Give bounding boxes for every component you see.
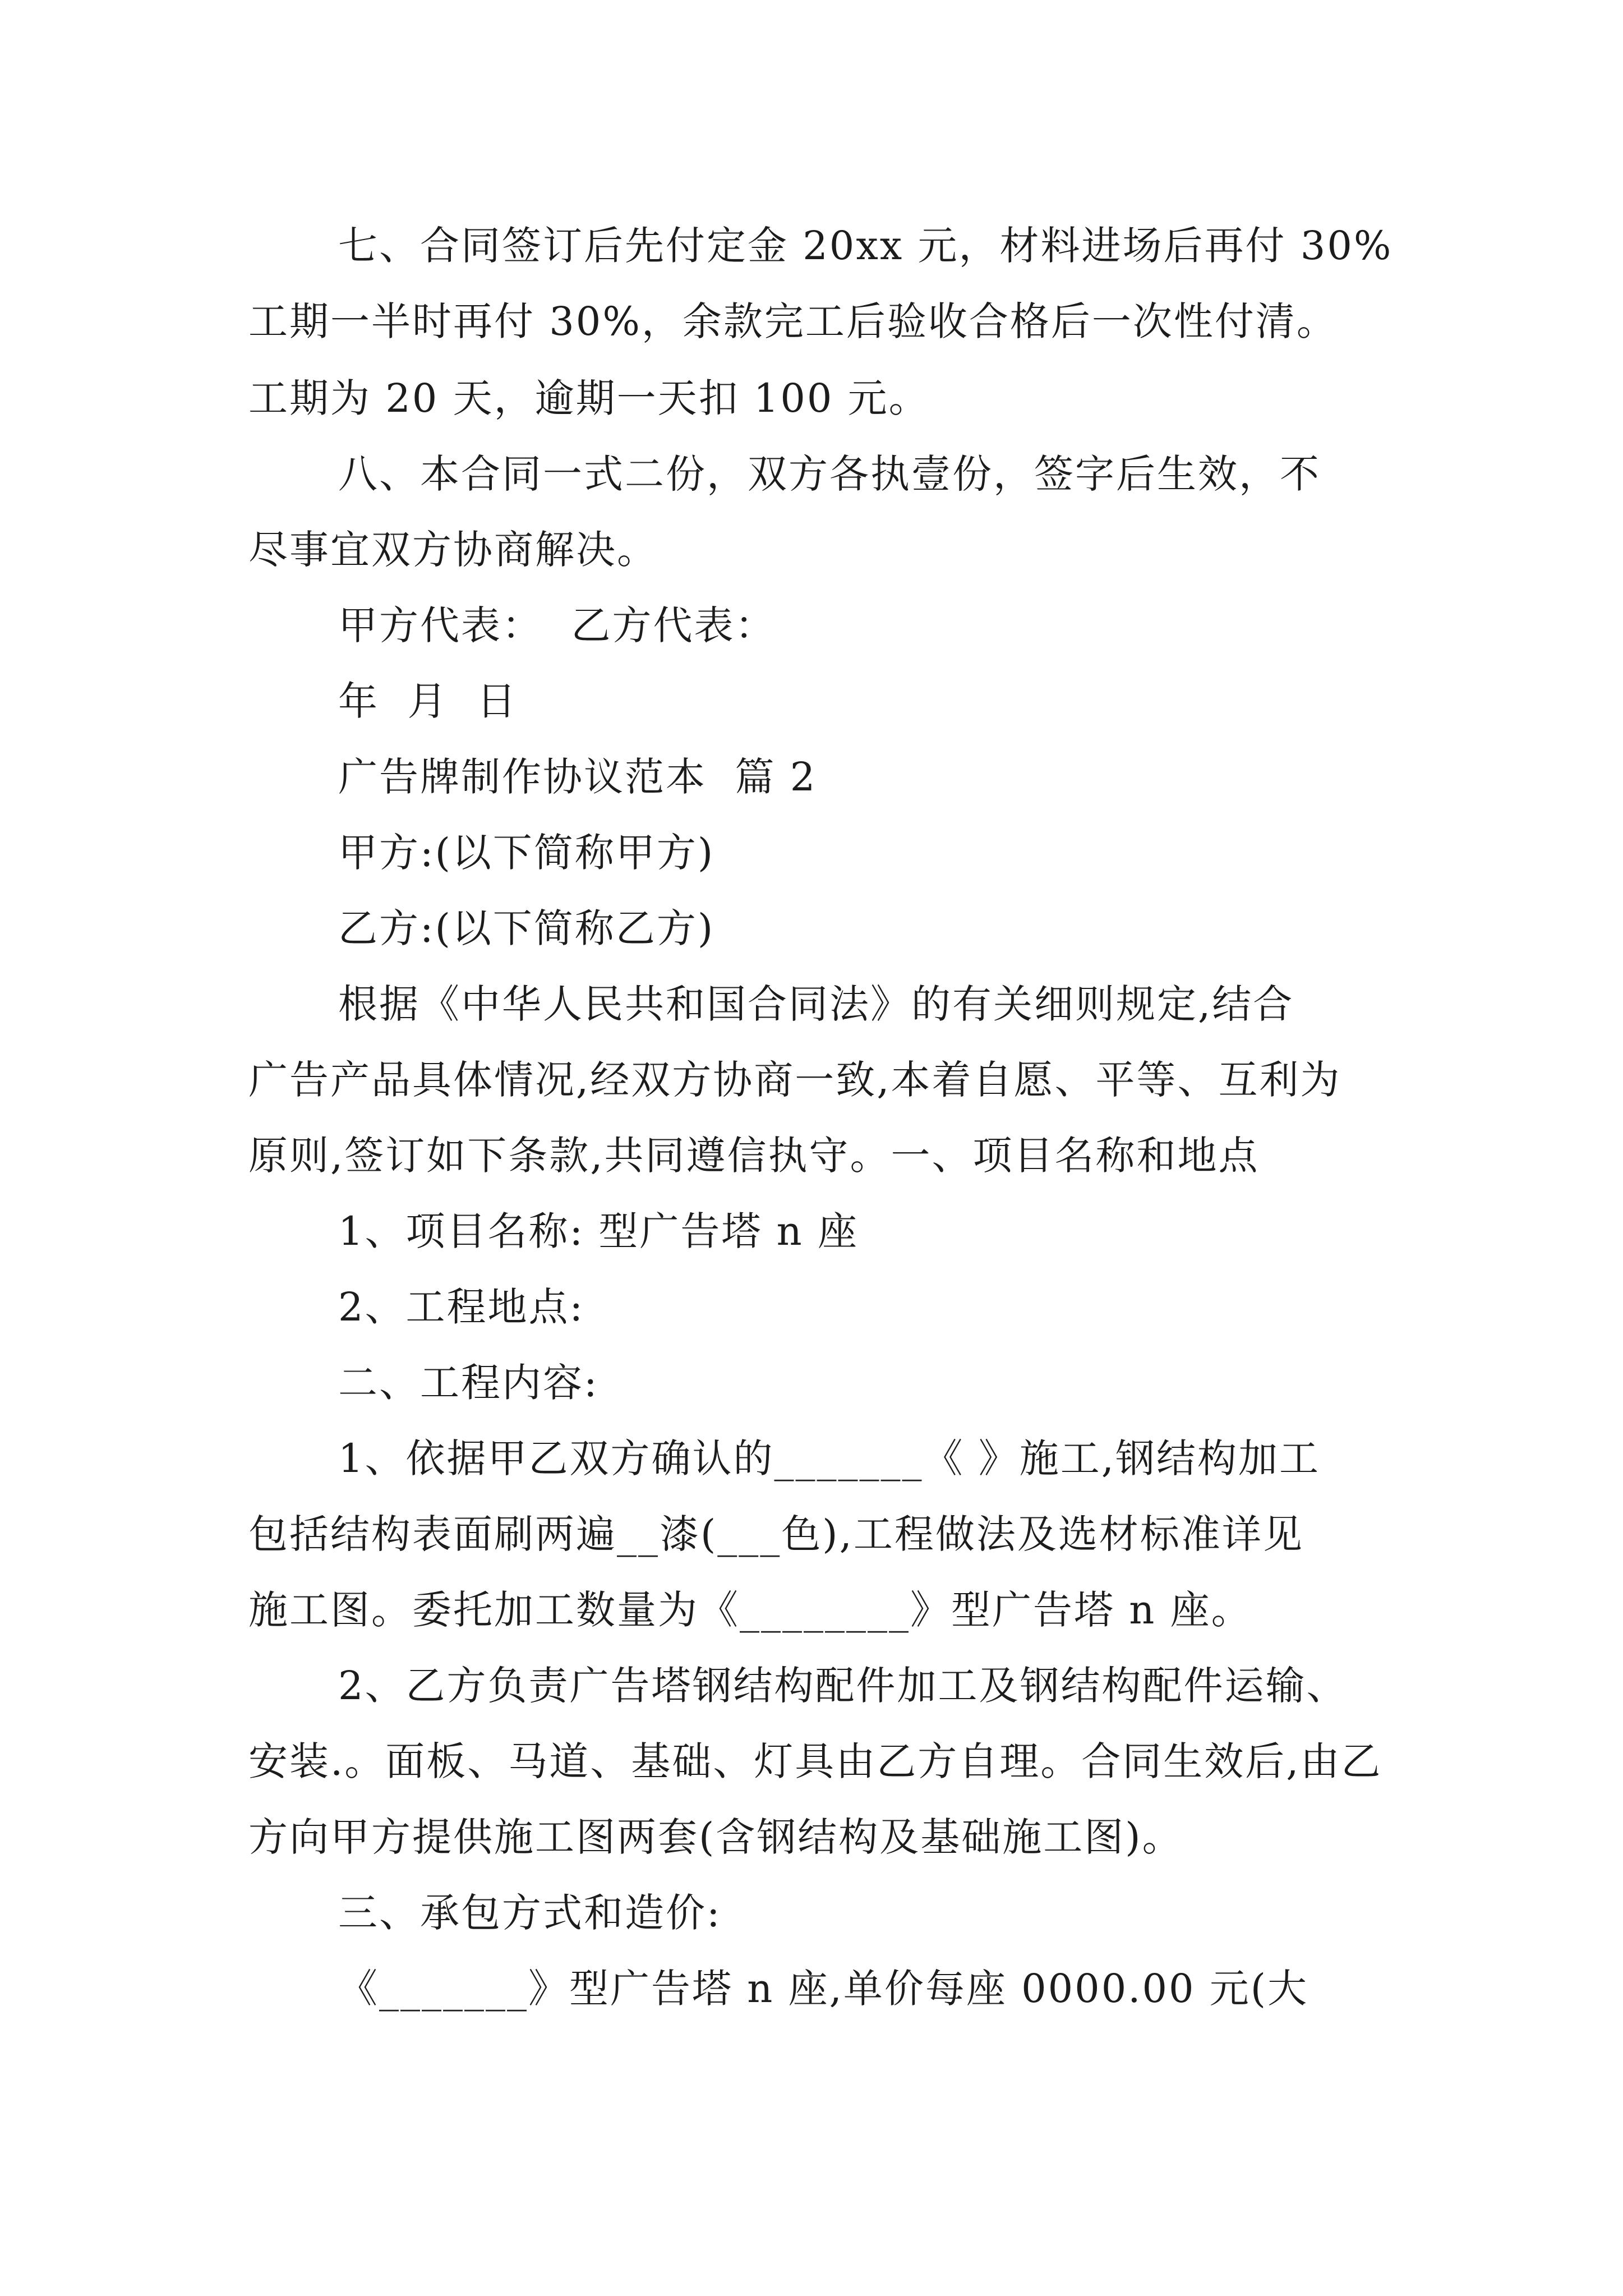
party-b-line: 乙方:(以下简称乙方) bbox=[338, 905, 715, 951]
text-line-24: 《_______》型广告塔 n 座,单价每座 0000.00 元(大 bbox=[338, 1966, 1309, 2012]
text-line-2: 工期一半时再付 30%，余款完工后验收合格后一次性付清。 bbox=[248, 298, 1338, 344]
text-line-14: 1、项目名称: 型广告塔 n 座 bbox=[338, 1208, 859, 1254]
text-line-5: 尽事宜双方协商解决。 bbox=[248, 527, 658, 573]
section-heading: 广告牌制作协议范本 篇 2 bbox=[338, 754, 817, 800]
signature-representatives: 甲方代表： 乙方代表： bbox=[338, 602, 776, 648]
clause-heading-3: 三、承包方式和造价: bbox=[338, 1890, 722, 1936]
clause-heading-2: 二、工程内容: bbox=[338, 1360, 599, 1406]
text-line-15: 2、工程地点: bbox=[338, 1284, 585, 1330]
signature-date: 年 月 日 bbox=[338, 678, 518, 724]
text-line-20: 2、乙方负责广告塔钢结构配件加工及钢结构配件运输、 bbox=[338, 1663, 1348, 1709]
text-line-4: 八、本合同一式二份，双方各执壹份，签字后生效，不 bbox=[338, 451, 1321, 497]
text-line-21: 安装.。面板、马道、基础、灯具由乙方自理。合同生效后,由乙 bbox=[248, 1738, 1382, 1784]
text-line-11: 根据《中华人民共和国合同法》的有关细则规定,结合 bbox=[338, 981, 1294, 1027]
text-line-18: 包括结构表面刷两遍__漆(___色),工程做法及选材标准详见 bbox=[248, 1511, 1304, 1557]
text-line-19: 施工图。委托加工数量为《________》型广告塔 n 座。 bbox=[248, 1587, 1252, 1633]
text-line-1: 七、合同签订后先付定金 20xx 元，材料进场后再付 30% bbox=[338, 223, 1393, 269]
text-line-22: 方向甲方提供施工图两套(含钢结构及基础施工图)。 bbox=[248, 1814, 1183, 1860]
text-line-3: 工期为 20 天，逾期一天扣 100 元。 bbox=[248, 375, 930, 421]
text-line-12: 广告产品具体情况,经双方协商一致,本着自愿、平等、互利为 bbox=[248, 1057, 1341, 1103]
text-line-13: 原则,签订如下条款,共同遵信执守。一、项目名称和地点 bbox=[248, 1133, 1260, 1179]
text-line-17: 1、依据甲乙双方确认的_______《 》施工,钢结构加工 bbox=[338, 1435, 1321, 1481]
party-a-line: 甲方:(以下简称甲方) bbox=[338, 830, 715, 876]
